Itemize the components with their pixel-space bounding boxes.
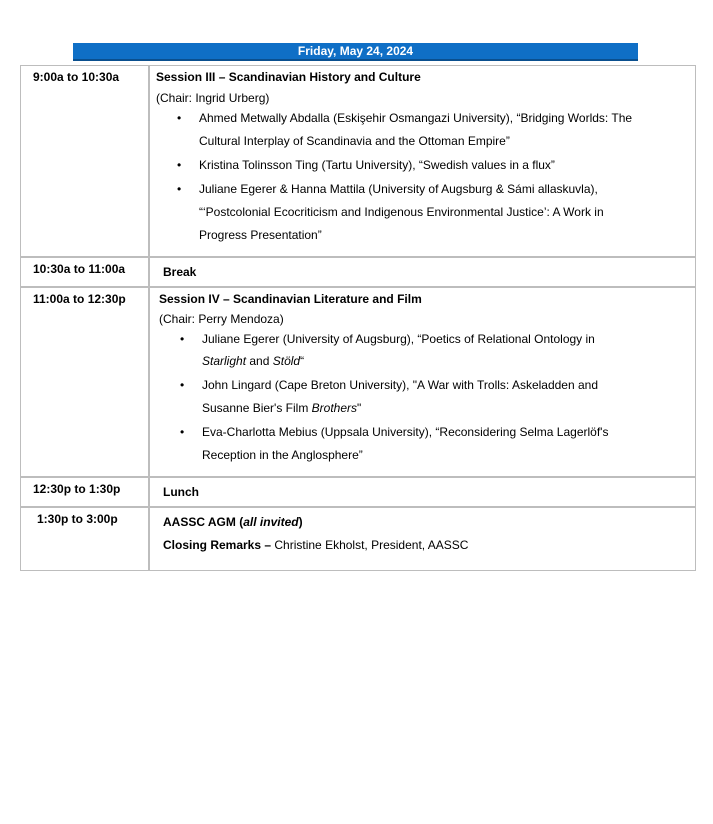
bullet-icon: • [177,111,182,125]
row-divider [20,506,696,508]
time-slot: 1:30p to 3:00p [37,512,118,526]
text-fragment: and [246,354,273,368]
agm-line: AASSC AGM (all invited) [163,515,303,529]
session-chair: (Chair: Perry Mendoza) [159,312,284,326]
text-fragment: “ [300,354,305,368]
session-title: Lunch [163,485,199,499]
text-fragment: Susanne Bier's Film [202,401,312,415]
presentation-line: “‘Postcolonial Ecocriticism and Indigenous Environmental Justice’: A Work in [199,205,604,219]
film-title: Stöld [272,354,301,368]
row-divider [20,476,696,478]
day-header: Friday, May 24, 2024 [73,43,638,61]
session-title: Break [163,265,197,279]
session-chair: (Chair: Ingrid Urberg) [156,91,270,105]
time-slot: 9:00a to 10:30a [33,70,120,84]
presentation-line [202,354,304,368]
presentation-line: Cultural Interplay of Scandinavia and the Ottoman Empire” [199,134,510,148]
presentation-line: Progress Presentation” [199,228,322,242]
time-slot: 12:30p to 1:30p [33,482,121,496]
presentation-line: Juliane Egerer (University of Augsburg), “Poetics of Relational Ontology in [202,332,595,346]
bullet-icon: • [180,332,185,346]
film-title: Brothers [311,401,358,415]
bullet-icon: • [177,182,182,196]
text-fragment: " [357,401,362,415]
row-divider [20,286,696,288]
film-title: Starlight [202,354,247,368]
presentation-line: Reception in the Anglosphere” [202,448,363,462]
presentation-line: Juliane Egerer & Hanna Mattila (University of Augsburg & Sámi allaskuvla), [199,182,598,196]
presentation-line [202,401,361,415]
bullet-icon: • [180,425,185,439]
presentation-line: Kristina Tolinsson Ting (Tartu University), “Swedish values in a flux” [199,158,555,172]
presentation-line: Eva-Charlotta Mebius (Uppsala University), “Reconsidering Selma Lagerlöf's [202,425,609,439]
closing-remarks-line: Closing Remarks – Christine Ekholst, President, AASSC [163,538,469,552]
time-slot: 11:00a to 12:30p [33,292,126,306]
session-title: Session III – Scandinavian History and Culture [156,70,421,84]
bullet-icon: • [177,158,182,172]
row-divider [20,256,696,258]
presentation-line: Ahmed Metwally Abdalla (Eskişehir Osmangazi University), “Bridging Worlds: The [199,111,633,125]
column-divider [148,65,150,571]
time-slot: 10:30a to 11:00a [33,262,126,276]
session-title: Session IV – Scandinavian Literature and Film [159,292,422,306]
presentation-line: John Lingard (Cape Breton University), "A War with Trolls: Askeladden and [202,378,599,392]
bullet-icon: • [180,378,185,392]
